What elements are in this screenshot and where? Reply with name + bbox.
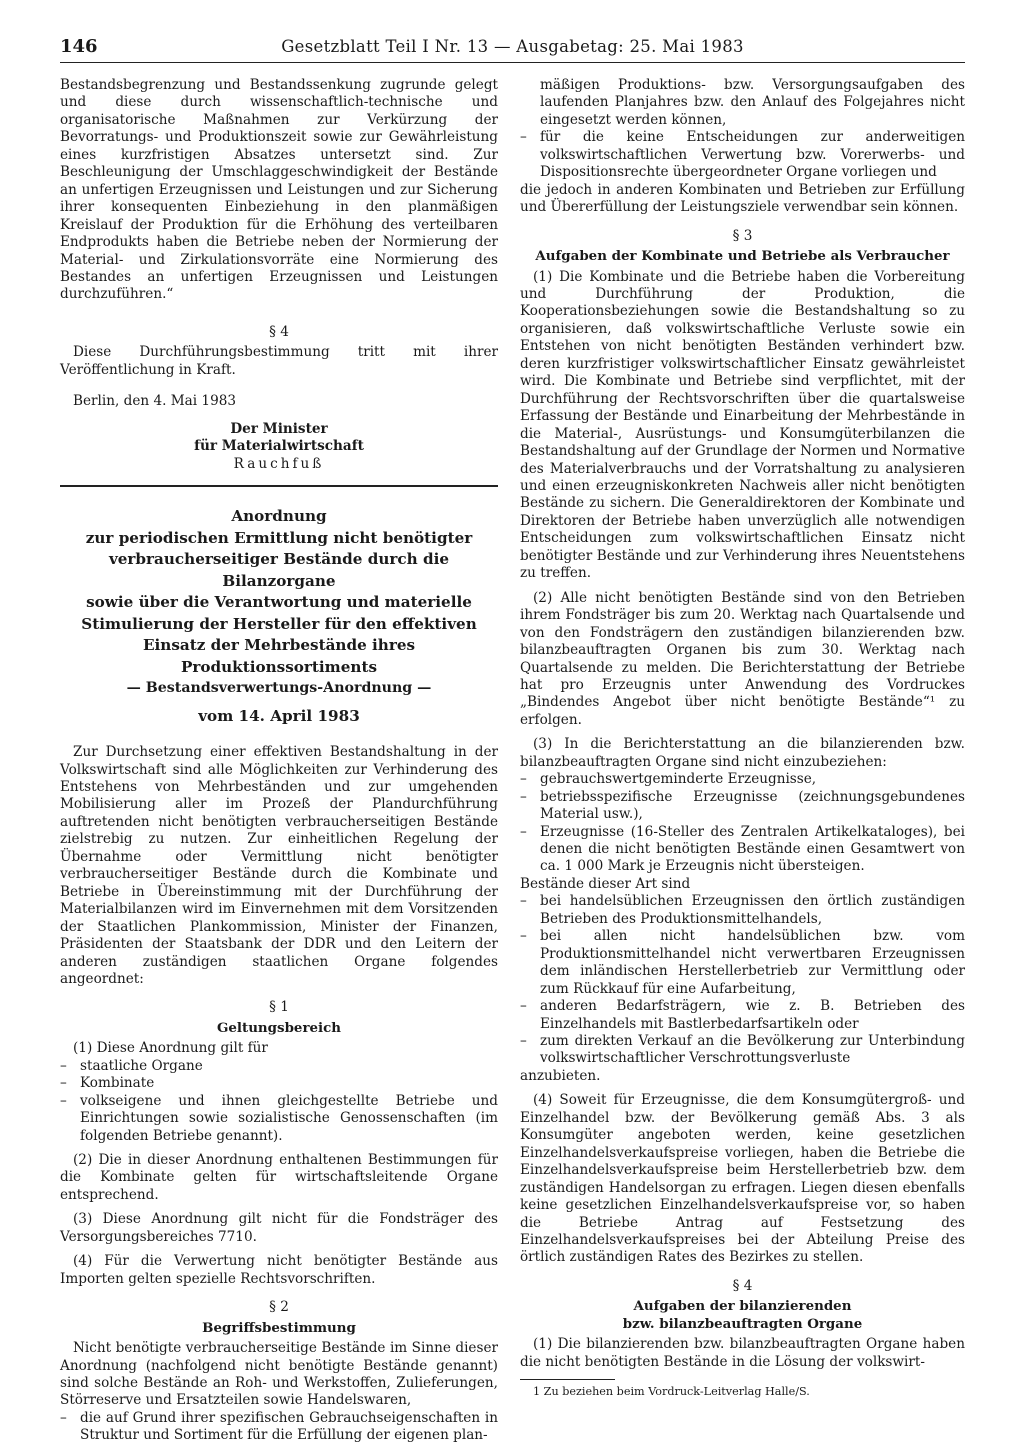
anordnung-date: vom 14. April 1983	[198, 706, 360, 725]
page-header	[60, 36, 965, 63]
anordnung-title-line-3: verbraucherseitiger Bestände durch die Bilanzorgane	[108, 550, 450, 590]
anordnung-title-block	[60, 506, 498, 727]
list-item: – Kombinate	[60, 1075, 498, 1092]
section-1-heading: § 1	[269, 999, 289, 1016]
signer-name: Rauchfuß	[233, 455, 325, 472]
section-1-list	[60, 1058, 498, 1145]
section-2-list	[60, 1410, 498, 1445]
anordnung-title-line-1: Anordnung	[231, 507, 327, 526]
list-item: – bei handelsüblichen Erzeugnissen den örtlich zuständigen Betrieben des Produktionsmittelhandels,	[520, 893, 965, 928]
page-number: 146	[60, 36, 98, 57]
section-1-para-2: (2) Die in dieser Anordnung enthaltenen Bestimmungen für die Kombinate gelten für wirtschaftsleitende Organe entsprechend.	[60, 1152, 498, 1203]
section-3-para-2: (2) Alle nicht benötigten Bestände sind von den Betrieben ihrem Fondsträger bis zum 20. Werktag nach Quartalsende und von den Fondsträgern den zuständigen bilanzierenden bzw. bilanzbeauftragten Organen bis zum 30. Werktag nach Quartalsende zu melden. Die Berichterstattung der Betriebe hat pro Erzeugnis unter Anwendung des Vordruckes „Bindendes Angebot über nicht benötigte Bestände“¹ zu erfolgen.	[520, 589, 965, 728]
continued-list-item: mäßigen Produktions- bzw. Versorgungsaufgaben des laufenden Planjahres bzw. den Anlauf des Folgejahres nicht eingesetzt werden können,	[540, 77, 965, 128]
signer-title-line-1: Der Minister	[230, 420, 328, 437]
list-item: – Erzeugnisse (16-Steller des Zentralen Artikelkataloges), bei denen die nicht benötigten Bestände einen Gesamtwert von ca. 1 000 Mark je Erzeugnis nicht übersteigen.	[520, 824, 965, 876]
section-3-exclusion-list	[520, 771, 965, 876]
section-1-para-3: (3) Diese Anordnung gilt nicht für die Fondsträger des Versorgungsbereiches 7710.	[60, 1211, 498, 1245]
list-item: – die auf Grund ihrer spezifischen Gebrauchseigenschaften in Struktur und Sortiment für die Erfüllung der eigenen plan-	[60, 1410, 498, 1445]
section-3-para-1: (1) Die Kombinate und die Betriebe haben die Vorbereitung und Durchführung der Produktion, die Kooperationsbeziehungen sowie die Bestandshaltung so zu organisieren, daß volkswirtschaftliche Verluste sowie ein Entstehen von nicht benötigten Beständen verhindert bzw. deren kurzfristiger volkswirtschaftlicher Einsatz gewährleistet wird. Die Kombinate und Betriebe sind verpflichtet, mit der Durchführung der Rechtsvorschriften über die quartalsweise Erfassung der Bestände und Einarbeitung der Mehrbestände in die Material-, Ausrüstungs- und Konsumgüterbilanzen die Bestandshaltung auf der Grundlage der Normen und Normative des Materialverbrauchs und der Vorratshaltung zu analysieren und einen erzeugniskonkreten Nachweis aller nicht benötigten Bestände zu sichern. Die Generaldirektoren der Kombinate und Direktoren der Betriebe haben unverzüglich alle notwendigen Entscheidungen zum volkswirtschaftlichen Einsatz nicht benötigter Bestände und zur Verhinderung ihres Neuentstehens zu treffen.	[520, 268, 965, 582]
section-3-heading: § 3	[732, 227, 753, 244]
preamble: Zur Durchsetzung einer effektiven Bestandshaltung in der Volkswirtschaft sind alle Möglichkeiten zur Verhinderung des Entstehens von Mehrbeständen und zur umgehenden Mobilisierung aller im Prozeß der Plandurchführung auftretenden nicht benötigten verbraucherseitigen Bestände zielstrebig zu nutzen. Zur einheitlichen Regelung der Übernahme oder Vermittlung nicht benötigter verbraucherseitiger Bestände durch die Kombinate und Betriebe in Übereinstimmung mit der Durchführung der Materialbilanzen wird im Einvernehmen mit dem Vorsitzenden der Staatlichen Plankommission, Minister der Finanzen, Präsidenten der Staatsbank der DDR und den Leitern der anderen zuständigen staatlichen Organe folgendes angeordnet:	[60, 744, 498, 987]
list-item: – bei allen nicht handelsüblichen bzw. vom Produktionsmittelhandel nicht verwertbaren Erzeugnissen dem inländischen Herstellerbetrieb zur Vermittlung oder zum Rückkauf für eine Aufarbeitung,	[520, 928, 965, 998]
section-4-right-title-line-2: bzw. bilanzbeauftragten Organe	[622, 1315, 863, 1332]
section-4-right-heading: § 4	[732, 1277, 753, 1294]
footnote: 1 Zu beziehen beim Vordruck-Leitverlag Halle/S.	[533, 1385, 810, 1399]
anordnung-title-line-6: Einsatz der Mehrbestände ihres Produktionssortiments	[142, 636, 416, 676]
anordnung-title-line-5: Stimulierung der Hersteller für den effektiven	[81, 614, 477, 633]
right-column	[520, 77, 965, 1399]
list-item: – volkseigene und ihnen gleichgestellte Betriebe und Einrichtungen sowie sozialistische Genossenschaften (im folgenden Betriebe genannt).	[60, 1093, 498, 1145]
list-item: – für die keine Entscheidungen zur anderweitigen volkswirtschaftlichen Verwertung bzw. Vorerwerbs- und Dispositionsrechte übergeordneter Organe vorliegen und	[520, 129, 965, 181]
section-4-heading: § 4	[269, 323, 289, 340]
continued-paragraph: Bestandsbegrenzung und Bestandssenkung zugrunde gelegt und diese durch wissenschaftlich-technische und organisatorische Maßnahmen zur Verkürzung der Bevorratungs- und Produktionszeit sowie zur Gewährleistung eines kurzfristigen Absatzes untersetzt sind. Zur Beschleunigung der Umschlaggeschwindigkeit der Bestände an unfertigen Erzeugnissen und Leistungen und zur Sicherung ihrer konsequenten Einbeziehung in den planmäßigen Kreislauf der Produktion für die Erhöhung des verteilbaren Endprodukts haben die Betriebe neben der Normierung der Material- und Zirkulationsvorräte eine Normierung des Bestandes an unfertigen Erzeugnissen und Leistungen durchzuführen.“	[60, 77, 498, 303]
section-1-para-4: (4) Für die Verwertung nicht benötigter Bestände aus Importen gelten spezielle Rechtsvorschriften.	[60, 1253, 498, 1287]
section-3-para-4: (4) Soweit für Erzeugnisse, die dem Konsumgütergroß- und Einzelhandel bzw. der Bevölkerung gemäß Abs. 3 als Konsumgüter angeboten werden, keine gesetzlichen Einzelhandelsverkaufspreise vorliegen, haben die Betriebe die Einzelhandelsverkaufspreise beim Herstellerbetrieb bzw. dem zuständigen Handelsorgan zu erfragen. Liegen diesen ebenfalls keine gesetzlichen Einzelhandelsverkaufspreise vor, so haben die Betriebe Antrag auf Festsetzung des Einzelhandelsverkaufspreises bei der Abteilung Preise des örtlich zuständigen Rates des Bezirkes zu stellen.	[520, 1092, 965, 1266]
anordnung-subtitle: — Bestandsverwertungs-Anordnung —	[126, 680, 432, 697]
list-item: – zum direkten Verkauf an die Bevölkerung zur Unterbindung volkswirtschaftlicher Verschrottungsverluste	[520, 1033, 965, 1068]
section-4-right-para-1: (1) Die bilanzierenden bzw. bilanzbeauftragten Organe haben die nicht benötigten Bestände in die Lösung der volkswirt-	[520, 1336, 965, 1370]
section-3-offer-list	[520, 893, 965, 1068]
anordnung-title-line-2: zur periodischen Ermittlung nicht benötigter	[85, 528, 473, 547]
section-3-para-3-intro: Bestände dieser Art sind	[520, 875, 691, 892]
section-4-right-title-line-1: Aufgaben der bilanzierenden	[633, 1298, 852, 1315]
section-3-para-3: (3) In die Berichterstattung an die bilanzierenden bzw. bilanzbeauftragten Organe sind nicht einzubeziehen:	[520, 736, 965, 770]
list-item: – anderen Bedarfsträgern, wie z. B. Betrieben des Einzelhandels mit Bastlerbedarfsartikeln oder	[520, 998, 965, 1033]
list-item: – staatliche Organe	[60, 1058, 498, 1075]
section-4-text: Diese Durchführungsbestimmung tritt mit ihrer Veröffentlichung in Kraft.	[60, 344, 498, 378]
section-2-para-1: Nicht benötigte verbraucherseitige Bestände im Sinne dieser Anordnung (nachfolgend nicht benötigte Bestände genannt) sind solche Bestände an Roh- und Werkstoffen, Zulieferungen, Störreserve und Ersatzteilen sowie Handelswaren,	[60, 1340, 498, 1409]
gazette-title: Gesetzblatt Teil I Nr. 13 — Ausgabetag: 25. Mai 1983	[281, 37, 744, 56]
section-2-heading: § 2	[269, 1299, 289, 1316]
anordnung-title-line-4: sowie über die Verantwortung und materielle	[86, 593, 472, 612]
left-column	[60, 77, 498, 1445]
footnote-divider	[520, 1379, 615, 1380]
list-item: – gebrauchswertgeminderte Erzeugnisse,	[520, 771, 965, 788]
section-3-title: Aufgaben der Kombinate und Betriebe als Verbraucher	[535, 248, 950, 265]
section-divider	[60, 485, 498, 487]
section-2-title: Begriffsbestimmung	[202, 1319, 356, 1336]
place-date: Berlin, den 4. Mai 1983	[73, 393, 237, 410]
list-item: – betriebsspezifische Erzeugnisse (zeichnungsgebundenes Material usw.),	[520, 789, 965, 824]
signer-title-line-2: für Materialwirtschaft	[194, 438, 364, 455]
section-3-para-3-outro: anzubieten.	[520, 1067, 601, 1084]
section-1-para-1: (1) Diese Anordnung gilt für	[73, 1040, 268, 1057]
section-2-list-continued	[520, 129, 965, 181]
section-1-title: Geltungsbereich	[216, 1019, 342, 1036]
section-2-closing: die jedoch in anderen Kombinaten und Betrieben zur Erfüllung und Übererfüllung der Leistungsziele verwendbar sein können.	[520, 181, 965, 216]
